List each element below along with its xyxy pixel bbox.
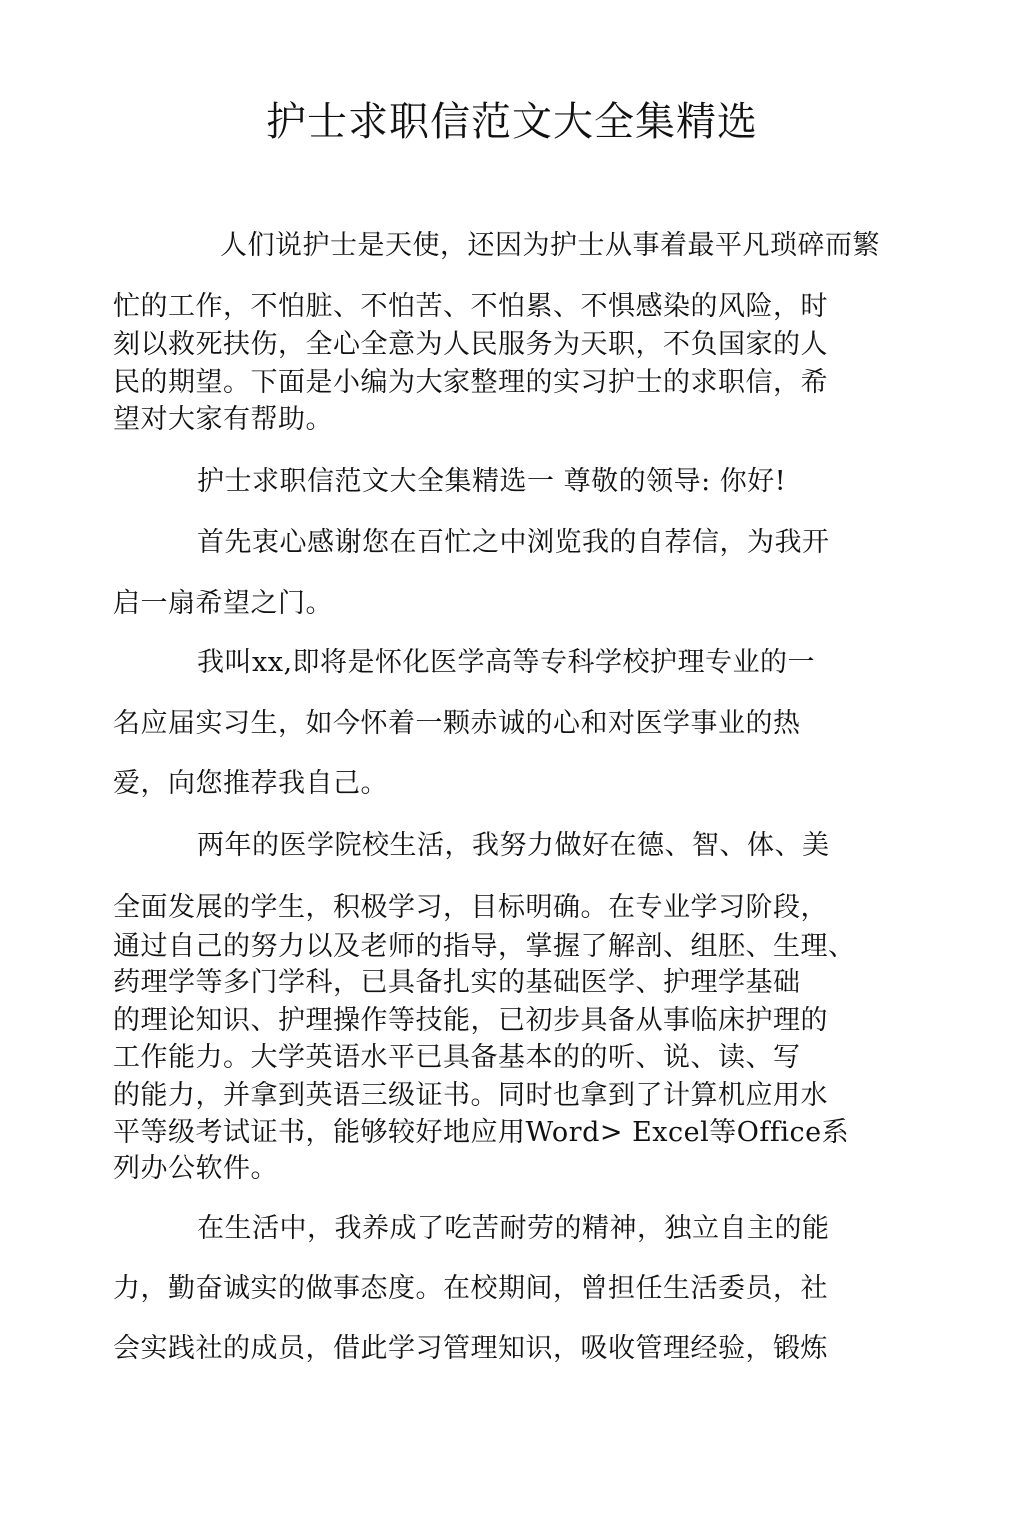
text-line: 药理学等多门学科，已具备扎实的基础医学、护理学基础 [113, 967, 801, 998]
text-line: 刻以救死扶伤，全心全意为人民服务为天职，不负国家的人 [113, 329, 828, 360]
text-line: 工作能力。大学英语水平已具备基本的的听、说、读、写 [113, 1042, 801, 1073]
text-line: 首先衷心感谢您在百忙之中浏览我的自荐信，为我开 [197, 527, 830, 558]
text-line: 力，勤奋诚实的做事态度。在校期间，曾担任生活委员，社 [113, 1273, 828, 1304]
text-line: 名应届实习生，如今怀着一颗赤诚的心和对医学事业的热 [113, 708, 801, 739]
text-line: 望对大家有帮助。 [113, 404, 333, 435]
text-line: 的能力，并拿到英语三级证书。同时也拿到了计算机应用水 [113, 1080, 828, 1111]
text-line: 的理论知识、护理操作等技能，已初步具备从事临床护理的 [113, 1005, 828, 1036]
text-line: 忙的工作，不怕脏、不怕苦、不怕累、不惧感染的风险，时 [113, 291, 828, 322]
text-line: 平等级考试证书，能够较好地应用Word> Excel等Office系 [113, 1117, 850, 1148]
text-line: 会实践社的成员，借此学习管理知识，吸收管理经验，锻炼 [113, 1333, 828, 1364]
text-line: 爱，向您推荐我自己。 [113, 768, 388, 799]
text-line: 人们说护士是天使，还因为护士从事着最平凡琐碎而繁 [220, 230, 880, 261]
text-line: 通过自己的努力以及老师的指导，掌握了解剖、组胚、生理、 [113, 931, 856, 962]
text-line: 我叫xx,即将是怀化医学高等专科学校护理专业的一 [197, 647, 816, 678]
text-line: 护士求职信范文大全集精选一 尊敬的领导: 你好! [197, 466, 787, 497]
text-line: 在生活中，我养成了吃苦耐劳的精神，独立自主的能 [197, 1213, 830, 1244]
text-line: 两年的医学院校生活，我努力做好在德、智、体、美 [197, 830, 830, 861]
text-line: 启一扇希望之门。 [113, 588, 333, 619]
document-title: 护士求职信范文大全集精选 [266, 99, 758, 145]
text-line: 全面发展的学生，积极学习，目标明确。在专业学习阶段， [113, 892, 828, 923]
text-line: 民的期望。下面是小编为大家整理的实习护士的求职信，希 [113, 367, 828, 398]
text-line: 列办公软件。 [113, 1153, 278, 1184]
